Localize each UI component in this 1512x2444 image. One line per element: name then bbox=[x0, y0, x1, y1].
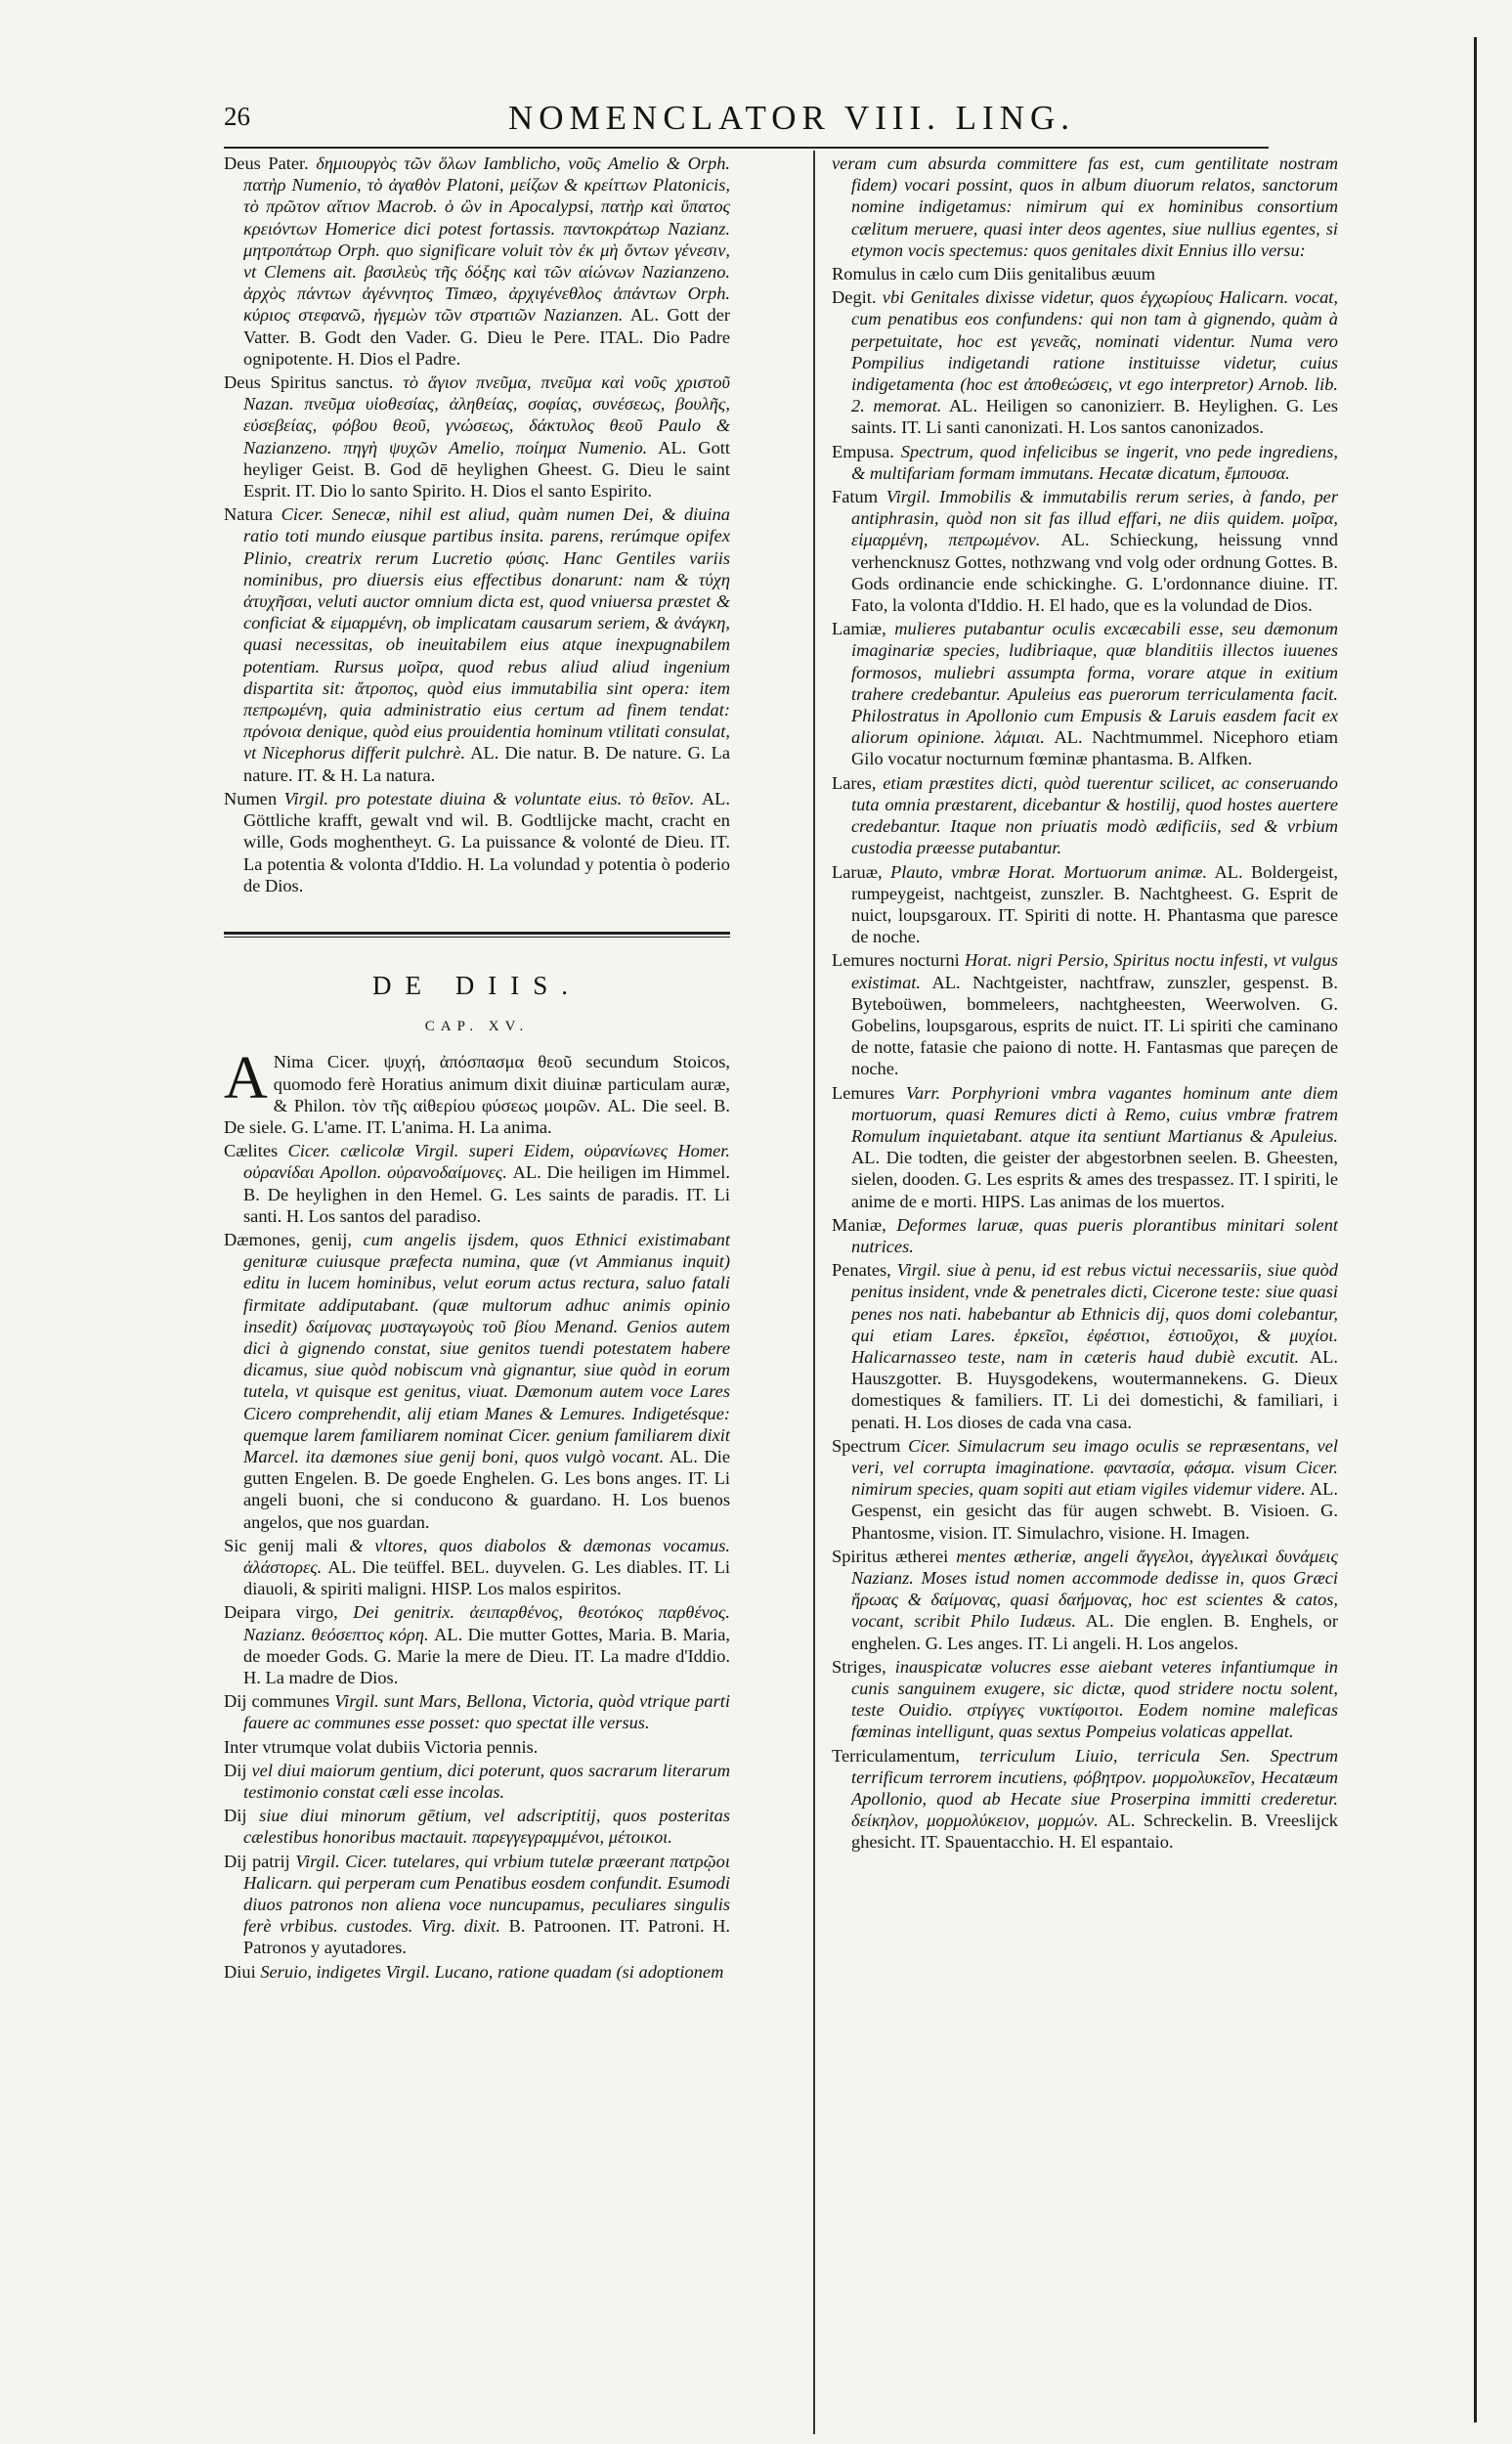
dictionary-entry bbox=[224, 1690, 730, 1733]
entry-headword: Inter vtrumque volat dubiis Victoria pennis. bbox=[224, 1736, 539, 1757]
dictionary-entry bbox=[832, 949, 1338, 1079]
entry-translations: AL. Gott heyliger Geist. B. God dē heylighen Gheest. G. Dieu le saint Esprit. IT. Dio lo santo Spirito. H. Dios el santo Espirito. bbox=[243, 437, 730, 502]
dictionary-entry bbox=[832, 1435, 1338, 1544]
entry-headword: Dij bbox=[224, 1806, 247, 1826]
entry-definition: Virgil. siue à penu, id est rebus victui necessariis, siue quòd penitus insident, vnde & penetrales dicti, Cicerone teste: siue quasi penes nos nati. habebantur ab Ethnicis dij, quos domi colebantur, qui etiam Lares. ἑρκεῖοι, ἐφέστιοι, ἑστιοῦχοι, & μυχίοι. Halicarnasseo teste, nam in cæteris haud dubiè excutit. bbox=[851, 1260, 1338, 1367]
entry-translations: AL. Die teüffel. BEL. duyvelen. G. Les diables. IT. Li diauoli, & spiriti maligni. HISP. Los malos espiritos. bbox=[243, 1556, 730, 1599]
entry-headword: Deipara virgo, bbox=[224, 1602, 338, 1623]
chapter-entries bbox=[224, 1140, 730, 1983]
entry-translations: AL. Die todten, die geister der abgestorbnen seelen. B. Gheesten, sielen, dooden. G. Les esprits & ames des trespassez. IT. I spiriti, le anime de e morti. HIPS. Las animas de los muertos. bbox=[851, 1148, 1338, 1211]
entry-translations: AL. Nachtgeister, nachtfraw, zunszler, gespenst. B. Byteboüwen, bommeleers, nachtgheesten, Weerwolven. G. Gobelins, loupsgarous, esprits de nuict. IT. Li spiriti che caminano de notte, fatasie che paiono di notte. H. Fantasmas que pareçen de noche. bbox=[851, 972, 1338, 1079]
entry-translations: AL. Gespenst, ein gesicht das für augen schwebt. B. Visioen. G. Phantosme, vision. IT. Simulachro, visione. H. Imagen. bbox=[851, 1479, 1338, 1543]
entry-translations: AL. Schreckelin. B. Vreeslijck ghesicht. IT. Spauentacchio. H. El espantaio. bbox=[851, 1811, 1338, 1853]
entry-definition: mulieres putabantur oculis excæcabili esse, seu dæmonum imaginariæ species, ludibriaque, quæ blanditiis illectos iuuenes formosos, muliebri assumpta forma, vorare atque in exitium trahere credebantur. Apuleius eas puerorum terriculamenta facit. Philostratus in Apollonio cum Empusis & Laruis easdem facit ex aliorum opinione. λάμιαι. bbox=[851, 619, 1338, 748]
dictionary-entry bbox=[224, 371, 730, 502]
entry-headword: Dæmones, genij, bbox=[224, 1229, 352, 1249]
entry-headword: Fatum bbox=[832, 487, 879, 507]
dictionary-entry bbox=[224, 1229, 730, 1533]
entry-headword: Lemures nocturni bbox=[832, 950, 960, 971]
dictionary-entry bbox=[832, 1745, 1338, 1854]
dictionary-entry bbox=[224, 1805, 730, 1848]
entry-headword: Romulus in cælo cum Diis genitalibus æuum bbox=[832, 264, 1156, 284]
dictionary-entry bbox=[832, 1259, 1338, 1433]
left-column bbox=[224, 153, 730, 1985]
drop-cap-initial: A bbox=[224, 1045, 268, 1113]
entry-headword: Numen bbox=[224, 788, 278, 808]
entry-definition: Virgil. pro potestate diuina & voluntate eius. τὸ θεῖον. bbox=[283, 788, 695, 808]
dictionary-entry bbox=[832, 1546, 1338, 1654]
entry-headword: Diui bbox=[224, 1961, 256, 1982]
entry-headword: Lemures bbox=[832, 1082, 895, 1103]
dictionary-entry bbox=[224, 503, 730, 786]
entry-definition: Cicer. Simulacrum seu imago oculis se repræsentans, vel veri, vel corrupta imaginatione. φαντασία, φάσμα. visum Cicer. nimirum species, quam sopiti aut etiam vigiles videmur videre. bbox=[851, 1435, 1338, 1500]
entry-translations: AL. Die englen. B. Enghels, or enghelen. G. Les anges. IT. Li angeli. H. Los angelos. bbox=[851, 1611, 1338, 1653]
entry-headword: Lamiæ, bbox=[832, 619, 886, 639]
dictionary-entry bbox=[224, 1601, 730, 1688]
entry-definition: & vltores, quos diabolos & dæmonas vocamus. ἀλάστορες. bbox=[243, 1535, 730, 1577]
header-rule bbox=[224, 147, 1269, 149]
entry-translations: AL. Gott der Vatter. B. Godt den Vader. G. Dieu le Pere. ITAL. Dio Padre ognipotente. H. Dios el Padre. bbox=[243, 305, 730, 369]
entry-headword: Dij bbox=[224, 1760, 247, 1780]
entry-definition: siue diui minorum gētium, vel adscriptitij, quos posteritas cælestibus honoribus mactauit. παρεγγεγραμμένοι, μέτοικοι. bbox=[243, 1806, 730, 1848]
dictionary-entry bbox=[832, 618, 1338, 769]
right-entries bbox=[832, 153, 1338, 1854]
entry-headword: Terriculamentum, bbox=[832, 1745, 960, 1766]
entry-translations: AL. Die natur. B. De nature. G. La nature. IT. & H. La natura. bbox=[243, 743, 730, 785]
section-title: DE DIIS. bbox=[372, 970, 582, 1000]
entry-translations: AL. Nachtmummel. Nicephoro etiam Gilo vocatur nocturnum fœminæ phantasma. B. Alfken. bbox=[851, 727, 1338, 769]
entry-headword: Penates, bbox=[832, 1260, 891, 1281]
entry-definition: Spectrum, quod infelicibus se ingerit, vno pede ingrediens, & multifariam formam immutans. Hecatæ dicatum, ἔμπουσα. bbox=[851, 441, 1338, 483]
entry-translations: AL. Die heiligen im Himmel. B. De heylighen in den Hemel. G. Les saints de paradis. IT. Li santi. H. Los santos del paradiso. bbox=[243, 1162, 730, 1226]
entry-definition: mentes ætheriæ, angeli ἄγγελοι, ἀγγελικαὶ δυνάμεις Nazianz. Moses istud nomen accommode dedisse in, quos Græci ἥρωας & δαίμονας, quasi δαήμονας, hoc est scientes & catos, vocant, scribit Philo Iudæus. bbox=[851, 1546, 1338, 1632]
dictionary-entry bbox=[224, 1140, 730, 1227]
page-number: 26 bbox=[224, 102, 250, 131]
entry-definition: Virgil. Immobilis & immutabilis rerum series, à fando, per antiphrasin, quòd non sit fas illud effari, ne diis quidem. μοῖρα, εἱμαρμένη, πεπρωμένον. bbox=[851, 487, 1338, 550]
page-edge-rule bbox=[1474, 37, 1477, 2422]
entry-definition: inauspicatæ volucres esse aiebant veteres infantiumque in cunis sanguinem exugere, sic dictæ, quod stridere noctu solent, teste Ouidio. στρίγγες νυκτίφοιτοι. Eodem nomine maleficas fœminas intelligunt, quas sextus Pompeius volaticas appellat. bbox=[851, 1656, 1338, 1742]
dictionary-entry bbox=[832, 1656, 1338, 1743]
entry-definition: Dei genitrix. ἀειπαρθένος, θεοτόκος παρθένος. Nazianz. θεόσεπτος κόρη. bbox=[243, 1602, 730, 1644]
entry-translations: AL. Göttliche krafft, gewalt vnd wil. B. Godtlijcke macht, cracht en wille, Gods moghentheyt. G. La puissance & volonté de Dieu. IT. La potentia & volonta d'Iddio. H. La volundad y potentia ò poderio de Dios. bbox=[243, 788, 730, 895]
dictionary-entry bbox=[832, 1082, 1338, 1212]
dictionary-entry bbox=[832, 263, 1338, 284]
chapter-label: CAP. XV. bbox=[424, 1019, 530, 1035]
entry-translations: AL. Die mutter Gottes, Maria. B. Maria, de moeder Gods. G. Marie la mere de Dieu. IT. La madre d'Iddio. H. La madre de Dios. bbox=[243, 1624, 730, 1687]
dictionary-entry bbox=[832, 486, 1338, 616]
dictionary-entry bbox=[224, 153, 730, 370]
entry-headword: Cælites bbox=[224, 1141, 279, 1161]
dictionary-entry bbox=[832, 861, 1338, 948]
entry-definition: Seruio, indigetes Virgil. Lucano, ratione quadam (si adoptionem bbox=[260, 1961, 724, 1982]
entry-headword: Dij patrij bbox=[224, 1851, 290, 1871]
column-divider bbox=[813, 151, 815, 2434]
dictionary-entry bbox=[224, 788, 730, 896]
anima-text: Nima Cicer. ψυχή, ἀπόσπασμα θεοῦ secundum Stoicos, quomodo ferè Horatius animum dixit diuinæ particulam auræ, & Philon. τὸν τῆς αἰθερίου φύσεως μοιρῶν. AL. Die seel. B. De siele. G. L'ame. IT. L'anima. H. La anima. bbox=[224, 1052, 730, 1137]
entry-translations: AL. Die gutten Engelen. B. De goede Enghelen. G. Les bons anges. IT. Li angeli buoni, che si conducono & guardano. H. Los buenos angelos, que nos guardan. bbox=[243, 1446, 730, 1532]
entry-definition: Cicer. cælicolæ Virgil. superi Eidem, οὐρανίωνες Homer. οὐρανίδαι Apollon. οὐρανοδαίμονες. bbox=[243, 1141, 730, 1183]
entry-headword: Dij communes bbox=[224, 1691, 330, 1712]
entry-headword: Deus Spiritus sanctus. bbox=[224, 372, 394, 393]
entry-headword: Deus Pater. bbox=[224, 153, 309, 173]
entry-definition: Virgil. Cicer. tutelares, qui vrbium tutelæ præerant πατρῷοι Halicarn. qui perperam cum Penatibus eosdem confundit. Esumodi diuos patronos non aliena voce nuncupamus, peculiares singulis ferè vrbibus. custodes. Virg. dixit. bbox=[243, 1851, 730, 1937]
entry-headword: Lares, bbox=[832, 772, 877, 793]
entry-definition: cum angelis ijsdem, quos Ethnici existimabant genituræ cuiusque præfecta numina, quæ (vt Ammianus inquit) editu in lucem hominibus, velut eorum actus rectura, saluo fatali firmitate addiputabant. (quæ multorum adhuc animis opinio insedit) δαίμονας μυσταγωγοὺς τοῦ βίου Menand. Genios autem dici à gignendo constat, siue genitos tuendi potestatem habere dicamus, siue quòd nobiscum vnà gignantur, siue quòd in eorum tutela, vt quisque est genitus, viuat. Dæmonum autem voce Lares Cicero comprehendit, alij etiam Manes & Lemures. Indigetésque: quemque larem familiarem nominat Cicer. genium familiarem dixit Marcel. ita dæmones siue genij boni, quos vulgò vocant. bbox=[243, 1229, 730, 1466]
dictionary-entry bbox=[832, 153, 1338, 261]
section-divider bbox=[224, 932, 730, 938]
dictionary-entry bbox=[832, 286, 1338, 438]
entry-headword: Degit. bbox=[832, 287, 877, 308]
entry-definition: veram cum absurda committere fas est, cum gentilitate nostram fidem) vocari possint, quos in album diuorum relatos, sanctorum nomine indigetamus: nimirum qui ex hominibus consortium cælitum meruere, quasi inter deos agentes, siue nullius egentes, si etymon vocis spectemus: quos genitales dixit Ennius illo versu: bbox=[832, 153, 1338, 260]
running-title: NOMENCLATOR VIII. LING. bbox=[508, 99, 1076, 137]
entry-headword: Laruæ, bbox=[832, 861, 883, 882]
entry-definition: Deformes laruæ, quas pueris plorantibus minitari solent nutrices. bbox=[851, 1214, 1338, 1256]
entry-definition: Plauto, vmbræ Horat. Mortuorum animæ. bbox=[889, 861, 1208, 882]
dictionary-entry bbox=[832, 772, 1338, 859]
top-entries bbox=[224, 153, 730, 896]
entry-definition: τὸ ἅγιον πνεῦμα, πνεῦμα καὶ νοῦς χριστοῦ Nazan. πνεῦμα υἱοθεσίας, ἀληθείας, σοφίας, συνέσεως, βουλῆς, εὐσεβείας, φόβου θεοῦ, γνώσεως, δάκτυλος θεοῦ Paulo & Nazianzeno. πηγὴ ψυχῶν Amelio, ποίημα Numenio. bbox=[243, 372, 730, 458]
entry-definition: δημιουργὸς τῶν ὅλων Iamblicho, νοῦς Amelio & Orph. πατὴρ Numenio, τὸ ἀγαθὸν Platoni, μείζων & κρείττων Platonicis, τὸ πρῶτον αἴτιον Macrob. ὁ ὢν in Apocalypsi, πατὴρ καὶ ὕπατος κρειόντων Homerice dici potest fortassis. παντοκράτωρ Nazianz. μητροπάτωρ Orph. quo significare voluit τὸν ἐκ μὴ ὄντων γένεσιν, vt Clemens ait. βασιλεὺς τῆς δόξης καὶ τῶν αἰώνων Nazianzeno. ἀρχὸς πάντων ἀγέννητος Timæo, ἀρχιγένεθλος ἁπάντων Orph. κύριος στεφανῶ, ἡγεμὼν τῶν στρατιῶν Nazianzen. bbox=[243, 153, 730, 326]
entry-headword: Striges, bbox=[832, 1656, 886, 1677]
entry-definition: Virgil. sunt Mars, Bellona, Victoria, quòd vtrique parti fauere ac communes esse posset: quo spectat ille versus. bbox=[243, 1691, 730, 1733]
dictionary-entry bbox=[224, 1736, 730, 1758]
entry-headword: Empusa. bbox=[832, 441, 894, 461]
dictionary-entry bbox=[224, 1535, 730, 1600]
right-column bbox=[832, 153, 1338, 1855]
entry-definition: terriculum Liuio, terricula Sen. Spectrum terrificum terrorem incutiens, φόβητρον. μορμολυκεῖον, Hecatæum Apollonio, quod ab Hecate siue Proserpina immitti crederetur. δείκηλον, μορμολύκειον, μορμών. bbox=[851, 1745, 1338, 1831]
dictionary-entry bbox=[224, 1760, 730, 1803]
entry-headword: Sic genij mali bbox=[224, 1535, 338, 1555]
dictionary-entry bbox=[832, 1214, 1338, 1257]
entry-headword: Maniæ, bbox=[832, 1214, 886, 1235]
entry-definition: Horat. nigri Persio, Spiritus noctu infesti, vt vulgus existimat. bbox=[851, 950, 1338, 992]
entry-definition: etiam præstites dicti, quòd tuerentur scilicet, ac conseruando tuta omnia præstarent, dicebantur & hostilij, quod hostes auertere credebantur. Itaque non priuatis modò ædificiis, sed & vrbium custodia præesse putabantur. bbox=[851, 772, 1338, 858]
entry-translations: AL. Hauszgotter. B. Huysgodekens, woutermannekens. G. Dieux domestiques & familiers. IT. Li dei domestichi, & familiari, i penati. H. Los dioses de cada vna casa. bbox=[851, 1346, 1338, 1432]
entry-definition: vel diui maiorum gentium, dici poterunt, quos sacrarum literarum testimonio constat cæli esse incolas. bbox=[243, 1760, 730, 1803]
dictionary-entry bbox=[224, 1851, 730, 1959]
entry-headword: Spectrum bbox=[832, 1435, 901, 1456]
entry-definition: Cicer. Senecæ, nihil est aliud, quàm numen Dei, & diuina ratio toti mundo eiusque partibus insita. parens, rerúmque opifex Plinio, creatrix rerum Lucretio φύσις. Hanc Gentiles variis nominibus, pro diuersis eius effectibus donarunt: nam & τύχη ἀτυχῆσαι, veluti auctor omnium dicta est, quod vniuersa præstet & conficiat & εἱμαρμένη, ob implicatam causarum seriem, & ἀνάγκη, quasi necessitas, ob ineuitabilem eius atque inexpugnabilem potentiam. Rursus μοῖρα, quod rebus aliud aliud ingenium dispartita sit: ἄτροπος, quòd eius immutabilia sint opera: item πεπρωμένη, quia administratio eius certum ad finem tendat: πρόνοια denique, quòd eius prouidentia hominum vtilitati consulat, vt Nicephorus differit pulchrè. bbox=[243, 504, 730, 764]
dictionary-entry bbox=[224, 1961, 730, 1983]
entry-translations: AL. Boldergeist, rumpeygeist, nachtgeist, zunszler. B. Nachtgheest. G. Esprit de nuict, loupsgaroux. IT. Spiriti di notte. H. Phantasma que paresce de noche. bbox=[851, 861, 1338, 947]
dictionary-entry bbox=[832, 441, 1338, 484]
entry-translations: B. Patroonen. IT. Patroni. H. Patronos y ayutadores. bbox=[243, 1916, 730, 1958]
entry-definition: Varr. Porphyrioni vmbra vagantes hominum ante diem mortuorum, quasi Remures dicti à Remo, cuius vmbræ fratrem Romulum inquietabant. atque ita sentiunt Martianus & Apuleius. bbox=[851, 1082, 1338, 1146]
anima-entry bbox=[224, 1045, 730, 1138]
entry-definition: vbi Genitales dixisse videtur, quos ἐγχωρίους Halicarn. vocat, cum penatibus eos confundens: qui non tam à gignendo, quàm à perpetuitate, hoc est γενεᾶς, nominati videntur. Numa vero Pompilius indigetandi ratione instituisse videtur, cuius indigetamenta (hoc est ἀποθεώσεις, vt ego interpretor) Arnob. lib. 2. memorat. bbox=[851, 287, 1338, 416]
entry-headword: Spiritus ætherei bbox=[832, 1546, 949, 1566]
entry-translations: AL. Heiligen so canonizierr. B. Heylighen. G. Les saints. IT. Li santi canonizati. H. Los santos canonizados. bbox=[851, 396, 1338, 438]
entry-translations: AL. Schieckung, heissung vnnd verhencknusz Gottes, nothzwang vnd volg oder ordnung Gottes. B. Gods ordinancie ende schickinghe. G. L'ordonnance diuine. IT. Fato, la volonta d'Iddio. H. El hado, que es la volundad de Dios. bbox=[851, 530, 1338, 616]
entry-headword: Natura bbox=[224, 504, 274, 525]
